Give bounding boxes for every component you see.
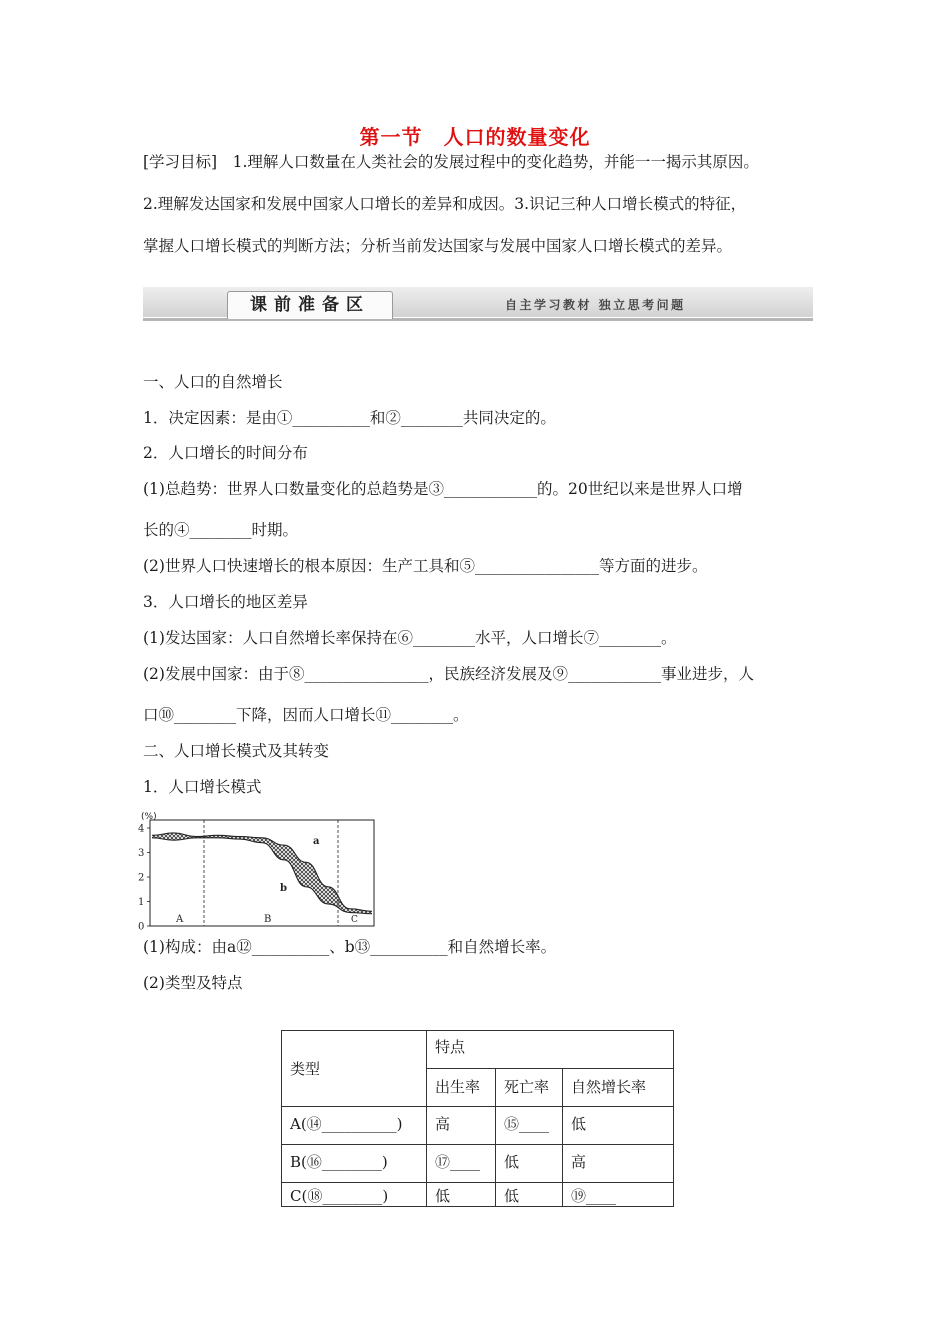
section-banner [143, 287, 813, 323]
section1-item2-1b: 长的④________时期。 [143, 521, 299, 539]
section1-item3-2a: (2)发展中国家：由于⑧________________，民族经济发展及⑨____________事业进步，人 [143, 665, 754, 683]
table-row [282, 1107, 674, 1145]
table-col-death-rate: 死亡率 [496, 1069, 563, 1107]
table-cell: B(⑯________) [282, 1145, 427, 1183]
table-cell: ⑲____ [563, 1183, 674, 1207]
table-cell: ⑰____ [427, 1145, 496, 1183]
section2-heading: 二、人口增长模式及其转变 [143, 742, 330, 760]
table-cell: 低 [496, 1145, 563, 1183]
objectives-line-2: 2.理解发达国家和发展中国家人口增长的差异和成因。3.识记三种人口增长模式的特征， [143, 195, 747, 213]
table-row [282, 1183, 674, 1207]
y-tick-label: 4 [138, 823, 145, 835]
table-header-feature: 特点 [427, 1031, 674, 1069]
y-tick-label: 1 [138, 897, 145, 908]
section2-item1: 1．人口增长模式 [143, 778, 262, 796]
section1-item3-1: (1)发达国家：人口自然增长率保持在⑥________水平，人口增长⑦________。 [143, 629, 677, 647]
series-label-b: b [280, 883, 287, 894]
y-axis-unit: (%) [141, 812, 157, 822]
table-col-natural-growth: 自然增长率 [563, 1069, 674, 1107]
table-cell: 低 [563, 1107, 674, 1145]
table-row [282, 1145, 674, 1183]
table-cell: C(⑱________) [282, 1183, 427, 1207]
natural-growth-band [152, 833, 372, 914]
table-cell: 高 [427, 1107, 496, 1145]
section1-item2-2: (2)世界人口快速增长的根本原因：生产工具和⑤________________等方面的进步。 [143, 557, 708, 575]
stage-label-b: B [264, 914, 272, 925]
section1-item3-2b: 口⑩________下降，因而人口增长⑪________。 [143, 706, 469, 724]
section2-item1-1: (1)构成：由a⑫__________、b⑬__________和自然增长率。 [143, 938, 557, 956]
table-cell: 低 [496, 1183, 563, 1207]
section1-item2: 2．人口增长的时间分布 [143, 444, 308, 462]
table-col-birth-rate: 出生率 [427, 1069, 496, 1107]
table-cell: A(⑭__________) [282, 1107, 427, 1145]
chart-svg [128, 806, 388, 936]
population-growth-chart [128, 806, 388, 940]
y-tick-label: 0 [138, 921, 145, 933]
page-title: 第一节 人口的数量变化 [359, 125, 591, 149]
objectives-line-3: 掌握人口增长模式的判断方法；分析当前发达国家与发展中国家人口增长模式的差异。 [143, 237, 733, 255]
table-cell: ⑮____ [496, 1107, 563, 1145]
table-cell: 高 [563, 1145, 674, 1183]
table-cell: 低 [427, 1183, 496, 1207]
section1-item2-1a: (1)总趋势：世界人口数量变化的总趋势是③____________的。20世纪以来是世界人口增 [143, 480, 743, 498]
section2-item1-2: (2)类型及特点 [143, 974, 243, 992]
banner-right-label: 自主学习教材 独立思考问题 [505, 298, 686, 312]
stage-label-c: C [351, 915, 358, 925]
section1-item3: 3．人口增长的地区差异 [143, 593, 308, 611]
series-label-a: a [313, 836, 320, 847]
stage-label-a: A [176, 914, 184, 925]
y-tick-label: 2 [138, 872, 145, 884]
y-tick-label: 3 [138, 848, 145, 859]
section1-heading: 一、人口的自然增长 [143, 373, 283, 391]
section1-item1: 1．决定因素：是由①__________和②________共同决定的。 [143, 409, 556, 427]
objectives-line-1: [学习目标] 1.理解人口数量在人类社会的发展过程中的变化趋势，并能一一揭示其原因。 [143, 153, 759, 171]
banner-tab-label: 课前准备区 [227, 291, 393, 319]
table-header-type: 类型 [282, 1031, 427, 1107]
growth-model-table [281, 1030, 674, 1207]
